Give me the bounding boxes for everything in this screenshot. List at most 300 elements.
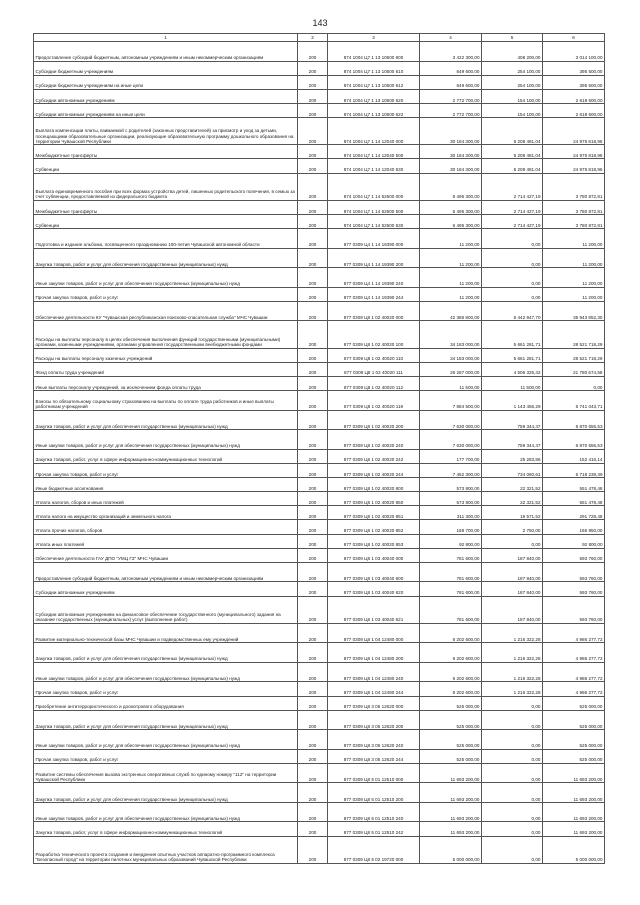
row-executed: 0,00: [482, 710, 543, 730]
row-description: Субсидии бюджетным учреждениям на иные цели: [34, 75, 298, 89]
row-executed: 5 661 281,71: [482, 348, 543, 362]
row-remaining: 395 500,00: [543, 61, 605, 75]
row-approved: 525 000,00: [420, 749, 482, 763]
row-remaining: 6 718 239,39: [543, 463, 605, 477]
row-remaining: 6 741 043,71: [543, 391, 605, 411]
table-row: [34, 623, 605, 643]
row-remaining: 4 986 277,72: [543, 623, 605, 643]
row-remaining: 0,00: [543, 376, 605, 390]
row-code: 200: [298, 696, 328, 710]
row-classification: 877 0309 Ц8 1 02 40020 112: [328, 376, 420, 390]
table-row: [34, 214, 605, 228]
table-row: [34, 582, 605, 596]
row-classification: 877 0309 Ц8 1 03 40040 600: [328, 562, 420, 582]
row-code: 200: [298, 662, 328, 682]
row-description: Иные бюджетные ассигнования: [34, 477, 298, 491]
row-executed: 5 661 281,71: [482, 321, 543, 348]
table-row: [34, 362, 605, 376]
row-classification: 877 0309 Ц8 1 02 40020 000: [328, 301, 420, 321]
row-remaining: 3 014 100,00: [543, 42, 605, 62]
row-code: 200: [298, 492, 328, 506]
row-approved: 11 200,00: [420, 268, 482, 288]
row-classification: 874 1004 Ц7 1 14 12040 500: [328, 145, 420, 159]
table-row: [34, 430, 605, 450]
row-code: 200: [298, 362, 328, 376]
row-approved: 6 202 600,00: [420, 682, 482, 696]
row-classification: 877 0309 Ц8 1 02 40020 242: [328, 449, 420, 463]
row-classification: 877 0309 Ц4 1 14 19390 000: [328, 229, 420, 249]
row-approved: 2 772 700,00: [420, 89, 482, 103]
row-description: Закупка товаров, работ, услуг в сфере информационно-коммуникационных технологий: [34, 449, 298, 463]
row-remaining: 4 986 277,72: [543, 682, 605, 696]
row-code: 200: [298, 301, 328, 321]
row-description: Уплата налогов, сборов и иных платежей: [34, 492, 298, 506]
row-description: Субсидии бюджетным учреждениям: [34, 61, 298, 75]
row-approved: 311 300,00: [420, 506, 482, 520]
row-code: 200: [298, 682, 328, 696]
row-description: Предоставление субсидий бюджетным, автономным учреждениям и иным некоммерческим организациям: [34, 562, 298, 582]
row-executed: 254 100,00: [482, 61, 543, 75]
row-classification: 877 0309 Ц8 1 02 40020 853: [328, 534, 420, 548]
row-remaining: 525 000,00: [543, 749, 605, 763]
row-code: 200: [298, 214, 328, 228]
row-classification: 877 0309 Ц8 1 04 12480 200: [328, 643, 420, 663]
row-classification: 877 0309 Ц8 1 02 40020 111: [328, 362, 420, 376]
header-cell: 2: [298, 34, 328, 42]
row-approved: 7 452 300,00: [420, 463, 482, 477]
row-approved: 42 386 800,00: [420, 301, 482, 321]
row-description: Закупка товаров, работ и услуг для обеспечения государственных (муниципальных) нужд: [34, 410, 298, 430]
row-remaining: 28 521 718,29: [543, 321, 605, 348]
table-row: [34, 534, 605, 548]
row-description: Субсидии автономным учреждениям: [34, 582, 298, 596]
header-cell: 1: [34, 34, 298, 42]
row-executed: 0,00: [482, 229, 543, 249]
row-remaining: 291 728,48: [543, 506, 605, 520]
table-row: [34, 749, 605, 763]
row-description: Предоставление субсидий бюджетным, автономным учреждениям и иным некоммерческим организациям: [34, 42, 298, 62]
row-code: 200: [298, 75, 328, 89]
row-code: 200: [298, 836, 328, 863]
row-description: Субвенции: [34, 159, 298, 173]
row-executed: 0,00: [482, 696, 543, 710]
row-executed: 0,00: [482, 822, 543, 836]
table-row: [34, 159, 605, 173]
row-code: 200: [298, 822, 328, 836]
row-executed: 254 100,00: [482, 75, 543, 89]
row-classification: 877 0309 Ц8 1 03 40040 621: [328, 596, 420, 623]
row-remaining: 11 200,00: [543, 287, 605, 301]
row-approved: 781 600,00: [420, 548, 482, 562]
row-approved: 34 183 000,00: [420, 348, 482, 362]
row-description: Взносы по обязательному социальному страхованию на выплаты по оплате труда работников и иные выплаты работникам учреждений: [34, 391, 298, 411]
table-row: [34, 562, 605, 582]
row-approved: 177 700,00: [420, 449, 482, 463]
row-remaining: 593 760,00: [543, 582, 605, 596]
table-row: [34, 596, 605, 623]
row-executed: 25 283,86: [482, 449, 543, 463]
table-row: [34, 548, 605, 562]
row-classification: 874 1004 Ц7 1 14 12040 530: [328, 159, 420, 173]
row-code: 200: [298, 643, 328, 663]
row-classification: 877 0309 Ц8 3 05 12620 240: [328, 730, 420, 750]
table-row: [34, 268, 605, 288]
row-code: 200: [298, 596, 328, 623]
row-approved: 525 000,00: [420, 730, 482, 750]
budget-table: [33, 33, 605, 864]
table-row: [34, 463, 605, 477]
table-row: [34, 520, 605, 534]
row-remaining: 3 780 872,81: [543, 214, 605, 228]
row-executed: 22 321,52: [482, 477, 543, 491]
row-approved: 30 184 300,00: [420, 145, 482, 159]
row-classification: 877 0309 Ц8 3 05 12620 244: [328, 749, 420, 763]
row-approved: 6 202 600,00: [420, 643, 482, 663]
table-row: [34, 42, 605, 62]
row-approved: 649 600,00: [420, 75, 482, 89]
row-approved: 26 287 000,00: [420, 362, 482, 376]
row-description: Иные закупки товаров, работ и услуг для обеспечения государственных (муниципальных) нужд: [34, 662, 298, 682]
row-executed: 187 840,00: [482, 548, 543, 562]
row-executed: 2 714 427,19: [482, 214, 543, 228]
row-classification: 877 0309 Ц8 5 01 12510 200: [328, 783, 420, 803]
table-row: [34, 763, 605, 783]
row-executed: 2 750,00: [482, 520, 543, 534]
row-code: 200: [298, 391, 328, 411]
row-classification: 874 1004 Ц7 1 14 12040 000: [328, 118, 420, 145]
row-approved: 7 884 500,00: [420, 391, 482, 411]
row-executed: 408 200,00: [482, 42, 543, 62]
row-approved: 169 700,00: [420, 520, 482, 534]
row-executed: 187 840,00: [482, 582, 543, 596]
row-code: 200: [298, 376, 328, 390]
row-executed: 1 143 456,29: [482, 391, 543, 411]
row-code: 200: [298, 802, 328, 822]
row-executed: 11 500,00: [482, 376, 543, 390]
row-code: 200: [298, 582, 328, 596]
row-approved: 11 200,00: [420, 248, 482, 268]
row-classification: 874 1004 Ц7 1 13 10500 612: [328, 75, 420, 89]
row-code: 200: [298, 783, 328, 803]
row-approved: 6 202 600,00: [420, 662, 482, 682]
table-row: [34, 75, 605, 89]
row-classification: 877 0309 Ц8 1 04 12480 000: [328, 623, 420, 643]
row-description: Иные закупки товаров, работ и услуг для обеспечения государственных (муниципальных) нужд: [34, 730, 298, 750]
row-executed: 0,00: [482, 248, 543, 268]
table-row: [34, 145, 605, 159]
row-remaining: 11 693 200,00: [543, 822, 605, 836]
table-row: [34, 348, 605, 362]
table-row: [34, 391, 605, 411]
row-remaining: 2 618 600,00: [543, 104, 605, 118]
table-row: [34, 89, 605, 103]
table-row: [34, 710, 605, 730]
table-header-row: [34, 34, 605, 42]
row-description: Межбюджетные трансферты: [34, 200, 298, 214]
row-remaining: 11 693 200,00: [543, 763, 605, 783]
row-description: Обеспечение деятельности КУ "Чувашская республиканская поисково-спасательная служба" МЧС Чувашии: [34, 301, 298, 321]
table-row: [34, 173, 605, 200]
row-description: Иные закупки товаров, работ и услуг для обеспечения государственных (муниципальных) нужд: [34, 430, 298, 450]
row-remaining: 24 975 818,96: [543, 159, 605, 173]
row-description: Закупка товаров, работ и услуг для обеспечения государственных (муниципальных) нужд: [34, 643, 298, 663]
row-approved: 5 000 000,00: [420, 836, 482, 863]
row-executed: 734 060,61: [482, 463, 543, 477]
row-approved: 573 800,00: [420, 492, 482, 506]
budget-table-body: [34, 34, 605, 864]
row-approved: 525 000,00: [420, 696, 482, 710]
header-cell: 3: [328, 34, 420, 42]
row-remaining: 166 950,00: [543, 520, 605, 534]
row-remaining: 11 200,00: [543, 229, 605, 249]
row-description: Иные выплаты персоналу учреждений, за исключением фонда оплаты труда: [34, 376, 298, 390]
row-classification: 877 0309 Ц8 3 05 12620 200: [328, 710, 420, 730]
row-description: Закупка товаров, работ и услуг для обеспечения государственных (муниципальных) нужд: [34, 248, 298, 268]
row-code: 200: [298, 321, 328, 348]
row-approved: 781 600,00: [420, 562, 482, 582]
row-executed: 5 208 481,04: [482, 159, 543, 173]
row-remaining: 4 986 277,72: [543, 662, 605, 682]
row-description: Уплата налога на имущество организаций и земельного налога: [34, 506, 298, 520]
row-classification: 877 0309 Ц8 1 02 40020 200: [328, 410, 420, 430]
table-row: [34, 662, 605, 682]
row-description: Прочая закупка товаров, работ и услуг: [34, 463, 298, 477]
row-executed: 0,00: [482, 763, 543, 783]
table-row: [34, 449, 605, 463]
row-executed: 5 208 481,04: [482, 118, 543, 145]
table-row: [34, 410, 605, 430]
table-row: [34, 301, 605, 321]
row-remaining: 6 870 655,53: [543, 410, 605, 430]
row-code: 200: [298, 104, 328, 118]
row-remaining: 551 478,48: [543, 492, 605, 506]
page-number: 143: [312, 18, 328, 28]
row-description: Расходы на выплаты персоналу казенных учреждений: [34, 348, 298, 362]
table-row: [34, 836, 605, 863]
row-description: Выплата единовременного пособия при всех формах устройства детей, лишенных родительского попечения, в семью за счет субвенции, предоставляемой из федерального бюджета: [34, 173, 298, 200]
table-row: [34, 287, 605, 301]
row-description: Выплата компенсации платы, взимаемой с родителей (законных представителей) за присмотр и уход за детьми, посещающими образовательные организации, реализующие образовательную программу дошкольного образования на территории Чувашской Республики: [34, 118, 298, 145]
row-remaining: 21 780 674,58: [543, 362, 605, 376]
row-code: 200: [298, 749, 328, 763]
row-code: 200: [298, 61, 328, 75]
row-classification: 874 1004 Ц7 1 13 10500 610: [328, 61, 420, 75]
header-cell: 6: [543, 34, 605, 42]
row-executed: 19 571,52: [482, 506, 543, 520]
row-code: 200: [298, 548, 328, 562]
row-approved: 11 693 200,00: [420, 802, 482, 822]
row-approved: 6 495 300,00: [420, 173, 482, 200]
table-row: [34, 802, 605, 822]
row-approved: 6 495 300,00: [420, 200, 482, 214]
row-remaining: 525 000,00: [543, 696, 605, 710]
row-remaining: 551 478,48: [543, 477, 605, 491]
row-remaining: 6 870 655,53: [543, 430, 605, 450]
row-code: 200: [298, 506, 328, 520]
row-description: Субсидии автономным учреждениям на иные цели: [34, 104, 298, 118]
row-code: 200: [298, 42, 328, 62]
row-description: Закупка товаров, работ, услуг в сфере информационно-коммуникационных технологий: [34, 822, 298, 836]
row-remaining: 11 693 200,00: [543, 783, 605, 803]
row-approved: 525 000,00: [420, 710, 482, 730]
row-executed: 154 100,00: [482, 89, 543, 103]
row-executed: 1 216 322,28: [482, 682, 543, 696]
row-remaining: 3 780 872,81: [543, 173, 605, 200]
row-approved: 781 600,00: [420, 596, 482, 623]
row-remaining: 593 760,00: [543, 548, 605, 562]
row-description: Приобретение антитеррористического и досмотрового оборудования: [34, 696, 298, 710]
row-code: 200: [298, 534, 328, 548]
row-classification: 877 0309 Ц8 1 02 40020 100: [328, 321, 420, 348]
table-row: [34, 682, 605, 696]
table-row: [34, 376, 605, 390]
row-executed: 0,00: [482, 287, 543, 301]
row-remaining: 593 760,00: [543, 562, 605, 582]
row-remaining: 24 975 818,96: [543, 118, 605, 145]
row-executed: 2 714 427,19: [482, 173, 543, 200]
row-description: Разработка технического проекта создания и внедрения опытных участков аппаратно-программного комплекса "Безопасный город" на территории пилотных муниципальных образований Чувашской Республики: [34, 836, 298, 863]
row-remaining: 92 800,00: [543, 534, 605, 548]
table-row: [34, 822, 605, 836]
row-executed: 1 216 322,28: [482, 623, 543, 643]
row-approved: 34 183 000,00: [420, 321, 482, 348]
row-code: 200: [298, 89, 328, 103]
row-remaining: 11 693 200,00: [543, 802, 605, 822]
row-remaining: 35 943 852,30: [543, 301, 605, 321]
row-executed: 154 100,00: [482, 104, 543, 118]
row-classification: 877 0309 Ц8 1 02 40020 119: [328, 391, 420, 411]
row-classification: 877 0309 Ц4 1 14 19390 200: [328, 248, 420, 268]
row-remaining: 593 760,00: [543, 596, 605, 623]
row-approved: 7 630 000,00: [420, 430, 482, 450]
row-remaining: 5 000 000,00: [543, 836, 605, 863]
row-remaining: 152 416,14: [543, 449, 605, 463]
row-executed: 0,00: [482, 836, 543, 863]
table-row: [34, 492, 605, 506]
table-row: [34, 61, 605, 75]
row-code: 200: [298, 287, 328, 301]
row-approved: 3 422 300,00: [420, 42, 482, 62]
row-remaining: 3 780 872,81: [543, 200, 605, 214]
table-row: [34, 643, 605, 663]
row-executed: 187 840,00: [482, 562, 543, 582]
row-code: 200: [298, 229, 328, 249]
table-row: [34, 200, 605, 214]
row-remaining: 4 986 277,72: [543, 643, 605, 663]
row-code: 200: [298, 348, 328, 362]
table-row: [34, 783, 605, 803]
row-classification: 874 1004 Ц7 1 14 52600 000: [328, 173, 420, 200]
row-classification: 877 0309 Ц4 1 14 19390 244: [328, 287, 420, 301]
row-code: 200: [298, 449, 328, 463]
row-executed: 759 344,47: [482, 410, 543, 430]
row-approved: 781 600,00: [420, 582, 482, 596]
row-classification: 877 0309 Ц8 1 02 40020 851: [328, 506, 420, 520]
row-description: Прочая закупка товаров, работ и услуг: [34, 287, 298, 301]
row-classification: 877 0309 Ц8 1 04 12480 240: [328, 662, 420, 682]
row-code: 200: [298, 248, 328, 268]
row-code: 200: [298, 173, 328, 200]
row-executed: 1 216 322,28: [482, 643, 543, 663]
row-description: Развитие системы обеспечения вызова экстренных оперативных служб по единому номеру "112" на территории Чувашской Республики: [34, 763, 298, 783]
row-approved: 11 693 200,00: [420, 763, 482, 783]
table-row: [34, 321, 605, 348]
table-row: [34, 104, 605, 118]
row-description: Иные закупки товаров, работ и услуг для обеспечения государственных (муниципальных) нужд: [34, 802, 298, 822]
row-description: Субвенции: [34, 214, 298, 228]
row-remaining: 11 200,00: [543, 268, 605, 288]
row-description: Обеспечение деятельности ГАУ ДПО "УМЦ ГЗ" МЧС Чувашии: [34, 548, 298, 562]
row-description: Расходы на выплаты персоналу в целях обеспечения выполнения функций государственными (муниципальными) органами, казенными учреждениями, органами управления государственными внебюджетными фондами: [34, 321, 298, 348]
row-description: Подготовка и издание альбома, посвященного празднованию 100-летия Чувашской автономной области: [34, 229, 298, 249]
row-description: Развитие материально-технической базы МЧС Чувашии и подведомственных ему учреждений: [34, 623, 298, 643]
row-code: 200: [298, 730, 328, 750]
row-description: Межбюджетные трансферты: [34, 145, 298, 159]
row-code: 200: [298, 763, 328, 783]
row-description: Закупка товаров, работ и услуг для обеспечения государственных (муниципальных) нужд: [34, 710, 298, 730]
row-classification: 877 0309 Ц8 1 02 40020 800: [328, 477, 420, 491]
row-remaining: 525 000,00: [543, 730, 605, 750]
table-row: [34, 696, 605, 710]
row-remaining: 2 618 600,00: [543, 89, 605, 103]
row-approved: 92 800,00: [420, 534, 482, 548]
row-approved: 30 184 300,00: [420, 118, 482, 145]
row-code: 200: [298, 710, 328, 730]
row-description: Уплата иных платежей: [34, 534, 298, 548]
row-executed: 2 714 427,19: [482, 200, 543, 214]
row-classification: 877 0309 Ц8 3 05 12620 000: [328, 696, 420, 710]
row-approved: 6 495 300,00: [420, 214, 482, 228]
row-remaining: 28 521 718,29: [543, 348, 605, 362]
row-description: Прочая закупка товаров, работ и услуг: [34, 682, 298, 696]
row-classification: 877 0309 Ц8 1 03 40040 000: [328, 548, 420, 562]
row-remaining: 24 975 818,96: [543, 145, 605, 159]
row-code: 200: [298, 463, 328, 477]
row-code: 200: [298, 118, 328, 145]
row-classification: 874 1004 Ц7 1 13 10500 600: [328, 42, 420, 62]
row-executed: 0,00: [482, 268, 543, 288]
row-approved: 30 184 300,00: [420, 159, 482, 173]
row-description: Субсидии автономным учреждениям на финансовое обеспечение государственного (муниципального) задания на оказание государственных (муниципальных) услуг (выполнение работ): [34, 596, 298, 623]
row-executed: 4 506 325,42: [482, 362, 543, 376]
row-executed: 1 216 322,28: [482, 662, 543, 682]
row-description: Иные закупки товаров, работ и услуг для обеспечения государственных (муниципальных) нужд: [34, 268, 298, 288]
row-approved: 11 500,00: [420, 376, 482, 390]
row-executed: 759 344,47: [482, 430, 543, 450]
row-executed: 187 840,00: [482, 596, 543, 623]
row-classification: 877 0309 Ц8 1 04 12480 244: [328, 682, 420, 696]
table-row: [34, 730, 605, 750]
row-classification: 877 0309 Ц8 1 02 40020 850: [328, 492, 420, 506]
row-description: Фонд оплаты труда учреждений: [34, 362, 298, 376]
row-classification: 877 0309 Ц8 1 02 40020 110: [328, 348, 420, 362]
row-executed: 0,00: [482, 749, 543, 763]
row-classification: 877 0309 Ц8 5 01 12510 240: [328, 802, 420, 822]
header-cell: 4: [420, 34, 482, 42]
row-approved: 649 600,00: [420, 61, 482, 75]
row-executed: 6 442 947,70: [482, 301, 543, 321]
row-description: Уплата прочих налогов, сборов: [34, 520, 298, 534]
row-classification: 877 0309 Ц4 1 14 19390 240: [328, 268, 420, 288]
row-executed: 0,00: [482, 534, 543, 548]
row-executed: 0,00: [482, 802, 543, 822]
row-classification: 874 1004 Ц7 1 13 10500 620: [328, 89, 420, 103]
table-row: [34, 506, 605, 520]
table-row: [34, 477, 605, 491]
row-code: 200: [298, 477, 328, 491]
row-code: 200: [298, 520, 328, 534]
row-classification: 877 0309 Ц8 1 03 40040 620: [328, 582, 420, 596]
